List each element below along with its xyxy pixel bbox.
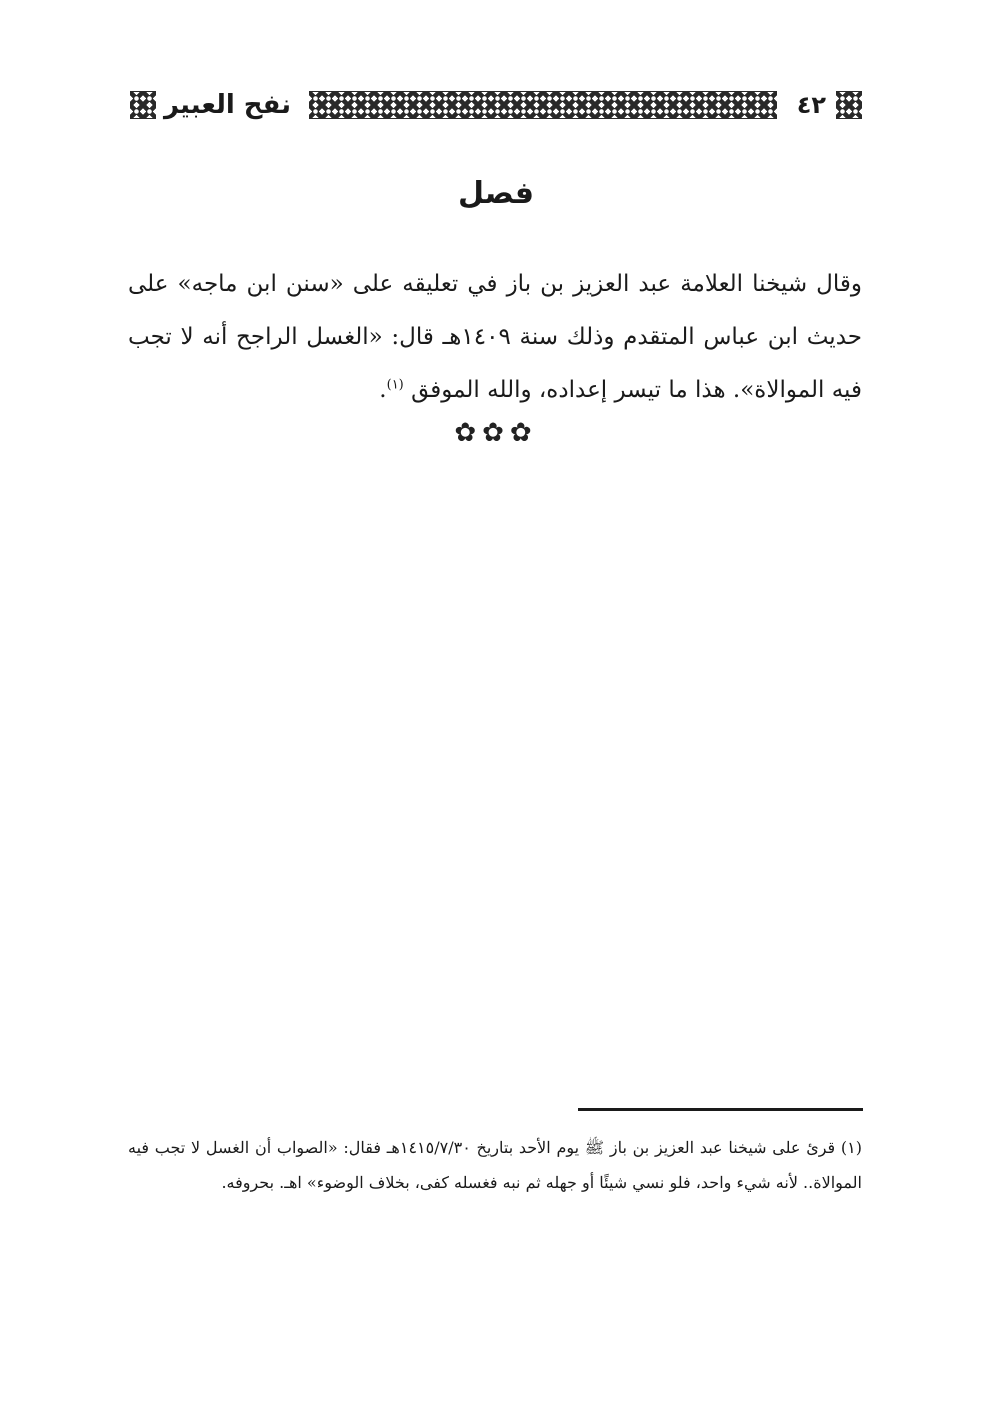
footnote-reference[interactable]: (١) [386,377,404,393]
page-number: ٤٢ [796,91,826,119]
body-text: وقال شيخنا العلامة عبد العزيز بن باز في تعليقه على «سنن ابن ماجه» على حديث ابن عباس المتقدم وذلك سنة ١٤٠٩هـ قال: «الغسل الراجح أنه لا تجب فيه الموالاة». هذا ما تيسر إعداده، والله الموفق [128,271,862,403]
body-paragraph [128,258,862,417]
running-header [130,88,862,122]
ornament-left [130,91,156,119]
body-end-punct: . [379,377,387,403]
ornament-right [836,91,862,119]
section-end-separator: ✿✿✿ [454,418,538,448]
ornament-band [309,91,777,119]
book-title: نفح العبير [164,90,292,120]
footnote-text: (١) قرئ على شيخنا عبد العزيز بن باز ﷺ يوم الأحد بتاريخ ١٤١٥/٧/٣٠هـ فقال: «الصواب أن الغسل لا تجب فيه الموالاة.. لأنه شيء واحد، فلو نسي شيئًا أو جهله ثم نبه فغسله كفى، بخلاف الوضوء» اهـ. بحروفه. [128,1138,862,1192]
footnote-divider [578,1108,863,1111]
section-heading: فصل [458,176,534,211]
